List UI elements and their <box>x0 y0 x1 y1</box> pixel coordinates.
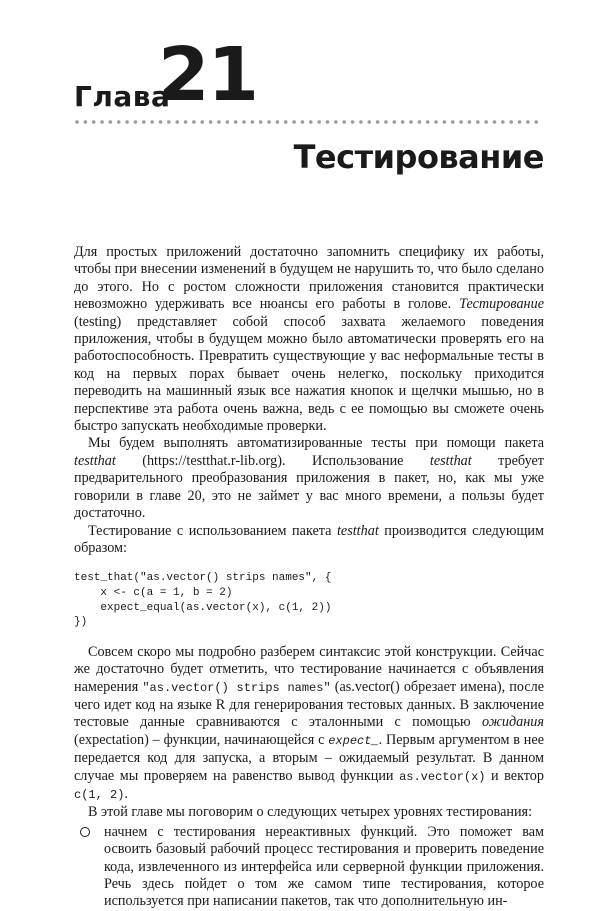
paragraph-explanation <box>74 644 544 805</box>
circle-bullet-icon <box>80 827 90 837</box>
paragraph-testthat <box>74 435 544 522</box>
chapter-number: 21 <box>158 32 257 118</box>
term-italic: Тестирование <box>459 296 544 313</box>
paragraph-levels: В этой главе мы поговорим о следующих четырех уровнях тестирования: <box>88 804 533 821</box>
inline-code: expect_ <box>328 733 379 748</box>
text-run: Для простых приложений достаточно запомнить специфику их работы, чтобы при внесении изменений в будущем не нарушить то, что было сделано до этого. Но с ростом сложности приложения становится практически невозможно удерживать все нюансы его работы в голове. <box>74 244 544 313</box>
dotted-rule <box>74 119 544 125</box>
list-item <box>74 824 544 911</box>
package-name: testthat <box>429 452 472 469</box>
package-name: testthat <box>74 452 116 469</box>
code-block: test_that("as.vector() strips names", { x <- c(a = 1, b = 2) expect_equal(as.vector(x), c(1, 2)) }) <box>74 572 332 629</box>
inline-code: "as.vector() strips names" <box>142 680 331 695</box>
inline-code: as.vector(x) <box>399 769 486 784</box>
chapter-label: Глава <box>74 80 171 113</box>
text-run: Мы будем выполнять автоматизированные тесты при помощи пакета <box>88 435 544 452</box>
term-italic: ожидания <box>481 714 544 731</box>
chapter-heading <box>74 32 544 118</box>
text-run: (testing) представляет собой способ захвата желаемого поведения приложения, чтобы в будущем можно было автоматически проверять его на работоспособность. Превратить существующие у вас неформальные тесты в код на первых порах бывает очень нелегко, поскольку приходится переводить на машинный язык все нажатия кнопок и щелчки мышью, но в перспективе эта работа очень важна, ведь с ее помощью вы сможете очень быстро запускать необходимые проверки. <box>74 313 544 435</box>
text-run: (https://testthat.r-lib.org). Использование <box>115 452 430 469</box>
text-run: Тестирование с использованием пакета <box>88 522 337 539</box>
text-run: и вектор <box>485 767 544 784</box>
text-run: производится следующим образом: <box>74 522 544 556</box>
text-run: . <box>124 785 128 802</box>
text-run: (as.vector() обрезает имена), после чего идет код на языке R для генерирования тестовых данных. В заключение тестовые данные сравниваются с эталонными с помощью <box>74 678 544 731</box>
list-item-text: начнем с тестирования нереактивных функций. Это поможет вам освоить базовый рабочий процесс тестирования и проверить поведение кода, извлеченного из интерфейса или серверной функции приложения. Речь здесь пойдет о том же самом типе тестирования, которое используется при написании пакетов, так что дополнительную ин- <box>104 823 544 910</box>
text-run: (expectation) – функции, начинающейся с <box>74 731 329 748</box>
paragraph-usage <box>74 523 544 558</box>
paragraph-intro <box>74 244 544 435</box>
body-text <box>74 244 544 911</box>
text-run: . Первым аргументом в нее передается код для запуска, а вторым – ожидаемый результат. В данном случае мы проверяем на равенство вывод функции <box>74 731 544 784</box>
package-name: testthat <box>336 522 379 539</box>
text-run: требует предварительного преобразования приложения в пакет, но, как мы уже говорили в главе 20, это не займет у вас много времени, а пользы будет достаточно. <box>74 452 544 522</box>
inline-code: c(1, 2) <box>74 787 125 802</box>
chapter-title: Тестирование <box>293 138 544 176</box>
text-run: Совсем скоро мы подробно разберем синтаксис этой конструкции. Сейчас же достаточно будет отметить, что тестирование начинается с объявления намерения <box>74 643 544 695</box>
